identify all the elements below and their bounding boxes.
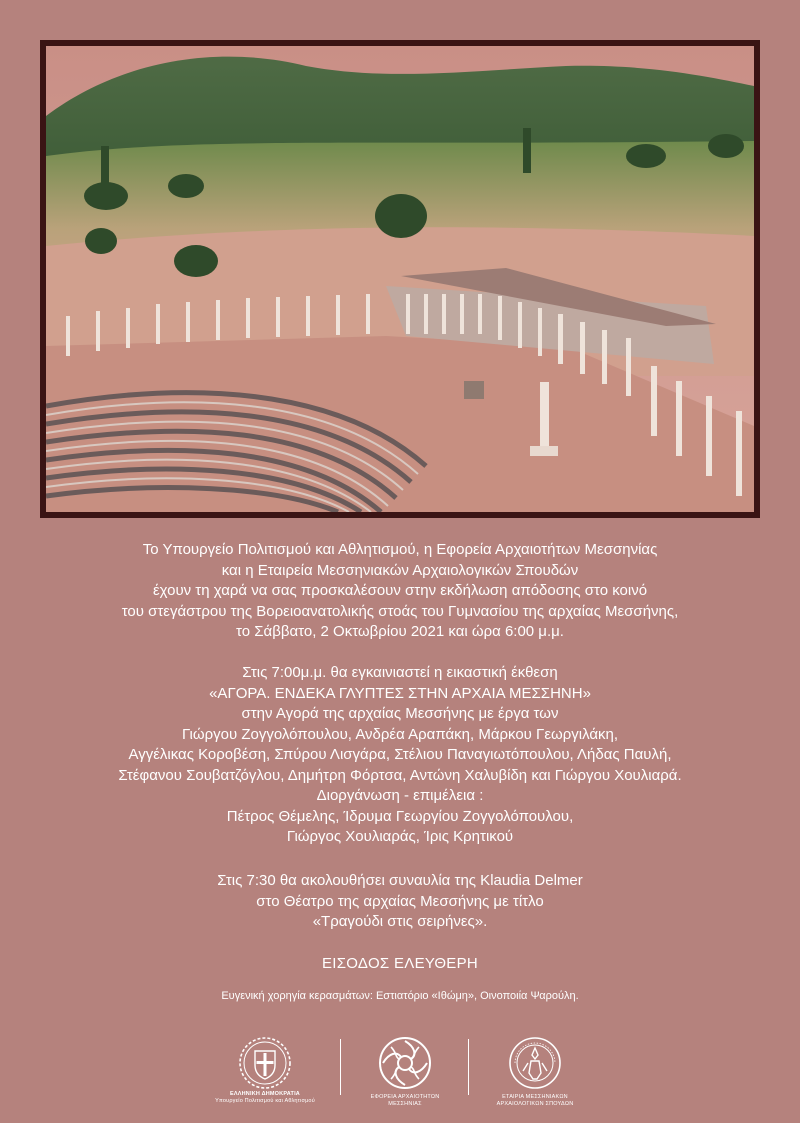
- logo-messenian-society: [470, 1035, 600, 1108]
- logo-caption: ΕΤΑΙΡΙΑ ΜΕΣΣΗΝΙΑΚΩΝ: [502, 1094, 568, 1100]
- logo-hellenic-republic: [195, 1035, 335, 1105]
- concert-title: «Τραγούδι στις σειρήνες».: [312, 913, 488, 930]
- intro-line: Το Υπουργείο Πολιτισμού και Αθλητισμού, η Εφορεία Αρχαιοτήτων Μεσσηνίας: [142, 541, 658, 558]
- concert-line: στο Θέατρο της αρχαίας Μεσσήνης με τίτλο: [256, 892, 544, 910]
- intro-line: έχουν τη χαρά να σας προσκαλέσουν στην εκδήλωση απόδοσης στο κοινό: [152, 582, 648, 599]
- curation-heading: Διοργάνωση - επιμέλεια :: [316, 787, 484, 804]
- ancient-messene-stoa-photo: [46, 46, 754, 512]
- intro-line: του στεγάστρου της Βορειοανατολικής στοάς του Γυμνασίου της αρχαίας Μεσσήνης,: [121, 602, 679, 620]
- logo-caption: ΕΛΛΗΝΙΚΗ ΔΗΜΟΚΡΑΤΙΑ: [230, 1091, 300, 1097]
- exhibition-title: «ΑΓΟΡΑ. ΕΝΔΕΚΑ ΓΛΥΠΤΕΣ ΣΤΗΝ ΑΡΧΑΙΑ ΜΕΣΣΗΝΗ»: [209, 684, 591, 702]
- concert-details: [0, 871, 800, 933]
- exhibition-artists: Στέφανου Σουβατζόγλου, Δημήτρη Φόρτσα, Αντώνη Χαλυβίδη και Γιώργου Χουλιαρά.: [118, 766, 682, 784]
- concert-line: Στις 7:30 θα ακολουθήσει συναυλία της Klaudia Delmer: [217, 872, 583, 889]
- logo-divider: [468, 1039, 469, 1095]
- logo-subcaption: ΜΕΣΣΗΝΙΑΣ: [388, 1101, 422, 1107]
- exhibition-artists: Αγγέλικας Κοροβέση, Σπύρου Λισγάρα, Στέλιου Παναγιωτόπουλου, Λήδας Παυλή,: [128, 746, 672, 763]
- curators: Πέτρος Θέμελης, Ίδρυμα Γεωργίου Ζογγολόπουλου,: [226, 807, 574, 825]
- logo-caption: ΕΦΟΡΕΙΑ ΑΡΧΑΙΟΤΗΤΩΝ: [370, 1094, 440, 1100]
- free-entry-notice: ΕΙΣΟΔΟΣ ΕΛΕΥΘΕΡΗ: [321, 955, 479, 972]
- exhibition-line: Στις 7:00μ.μ. θα εγκαινιαστεί η εικαστική έκθεση: [242, 664, 558, 681]
- intro-line: και η Εταιρεία Μεσσηνιακών Αρχαιολογικών Σπουδών: [221, 561, 579, 579]
- event-photo: [40, 40, 760, 518]
- exhibition-artists: Γιώργου Ζογγολόπουλου, Ανδρέα Αραπάκη, Μάρκου Γεωργιλάκη,: [181, 725, 619, 743]
- exhibition-line: στην Αγορά της αρχαίας Μεσσήνης με έργα των: [241, 705, 559, 722]
- exhibition-details: [0, 663, 800, 848]
- ephorate-meander-logo-icon: [377, 1035, 433, 1091]
- logo-subcaption: Υπουργείο Πολιτισμού και Αθλητισμού: [215, 1098, 315, 1104]
- hellenic-republic-emblem-icon: [237, 1035, 293, 1091]
- society-seal-icon: [507, 1035, 563, 1091]
- sponsor-note: Ευγενική χορηγία κερασμάτων: Εστιατόριο «Ιθώμη», Οινοποιία Ψαρούλη.: [221, 990, 579, 1002]
- logo-ephorate: [340, 1035, 470, 1108]
- invitation-intro: [0, 540, 800, 643]
- curators: Γιώργος Χουλιαράς, Ίρις Κρητικού: [286, 828, 514, 845]
- intro-line: το Σάββατο, 2 Οκτωβρίου 2021 και ώρα 6:00 μ.μ.: [236, 623, 564, 640]
- logos-footer: [0, 1035, 800, 1115]
- logo-subcaption: ΑΡΧΑΙΟΛΟΓΙΚΩΝ ΣΠΟΥΔΩΝ: [496, 1101, 574, 1107]
